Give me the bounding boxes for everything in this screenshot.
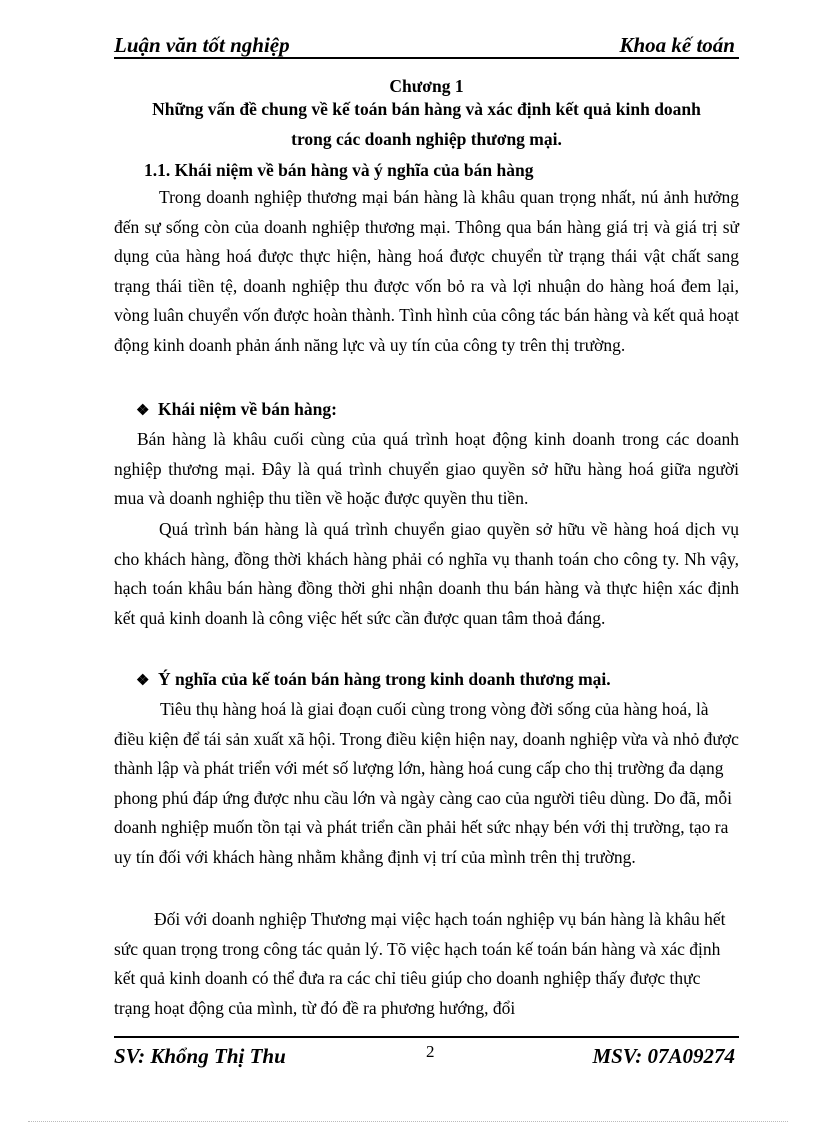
bullet-heading-text: Ý nghĩa của kế toán bán hàng trong kinh doanh thương mại. [158, 669, 611, 689]
page-number: 2 [426, 1042, 435, 1061]
chapter-number: Chương 1 [389, 76, 464, 96]
diamond-bullet-icon: ❖ [136, 673, 150, 689]
page-header [114, 33, 739, 59]
paragraph-consumption: Tiêu thụ hàng hoá là giai đoạn cuối cùng trong vòng đời sống của hàng hoá, là điều kiện để tái sản xuất xã hội. Trong điều kiện hiện nay, doanh nghiệp vừa và nhỏ được thành lập và phát triển với mét số lượng lớn, hàng hoá cung cấp cho thị trường đa dạng phong phú đáp ứng được nhu cầu lớn và ngày càng cao của người tiêu dùng. Do đã, mỗi doanh nghiệp muốn tồn tại và phát triển cần phải hết sức nhạy bén với thị trường, tạo ra uy tín đối với khách hàng nhằm khẳng định vị trí của mình trên thị trường. [114, 699, 739, 867]
section-title: 1.1. Khái niệm về bán hàng và ý nghĩa của bán hàng [144, 160, 534, 180]
paragraph-accounting-role: Đối với doanh nghiệp Thương mại việc hạch toán nghiệp vụ bán hàng là khâu hết sức quan trọng trong công tác quản lý. Tõ việc hạch toán kế toán bán hàng và xác định kết quả kinh doanh có thể đưa ra các chỉ tiêu giúp cho doanh nghiệp thấy được thực trạng hoạt động của mình, từ đó đề ra phương hướng, đổi [114, 909, 726, 1018]
paragraph-sales-process: Quá trình bán hàng là quá trình chuyển giao quyền sở hữu về hàng hoá dịch vụ cho khách hàng, đồng thời khách hàng phải có nghĩa vụ thanh toán cho công ty. Nh vậy, hạch toán khâu bán hàng đồng thời ghi nhận doanh thu bán hàng và thực hiện xác định kết quả kinh doanh là công việc hết sức cần được quan tâm thoả đáng. [114, 519, 739, 628]
paragraph-sales-definition: Bán hàng là khâu cuối cùng của quá trình hoạt động kinh doanh trong các doanh nghiệp thương mại. Đây là quá trình chuyển giao quyền sở hữu hàng hoá giữa người mua và doanh nghiệp thu tiền về hoặc được quyền thu tiền. [114, 429, 739, 509]
bullet-heading-text: Khái niệm về bán hàng: [158, 399, 337, 419]
header-department: Khoa kế toán [619, 33, 735, 57]
footer-student-id: MSV: 07A09274 [592, 1044, 735, 1068]
diamond-bullet-icon: ❖ [136, 403, 150, 419]
bullet-heading-sales-significance [136, 669, 611, 690]
chapter-title-line-1: Những vấn đề chung về kế toán bán hàng và xác định kết quả kinh doanh [152, 99, 701, 119]
paragraph-intro: Trong doanh nghiệp thương mại bán hàng là khâu quan trọng nhất, nú ảnh hưởng đến sự sống còn của doanh nghiệp thương mại. Thông qua bán hàng giá trị và giá trị sử dụng của hàng hoá được thực hiện, hàng hoá được chuyển từ trạng thái vật chất sang trạng thái tiền tệ, doanh nghiệp thu được vốn bỏ ra và lợi nhuận do hàng hoá đem lại, vòng luân chuyển vốn được hoàn thành. Tình hình của công tác bán hàng và kết quả hoạt động kinh doanh phản ánh năng lực và uy tín của công ty trên thị trường. [114, 187, 739, 355]
header-thesis-title: Luận văn tốt nghiệp [114, 33, 290, 57]
page-footer [114, 1036, 739, 1070]
page-bottom-divider [28, 1121, 788, 1122]
footer-student-name: SV: Khổng Thị Thu [114, 1044, 286, 1068]
chapter-title-line-2: trong các doanh nghiệp thương mại. [291, 129, 562, 149]
bullet-heading-sales-concept [136, 399, 337, 420]
